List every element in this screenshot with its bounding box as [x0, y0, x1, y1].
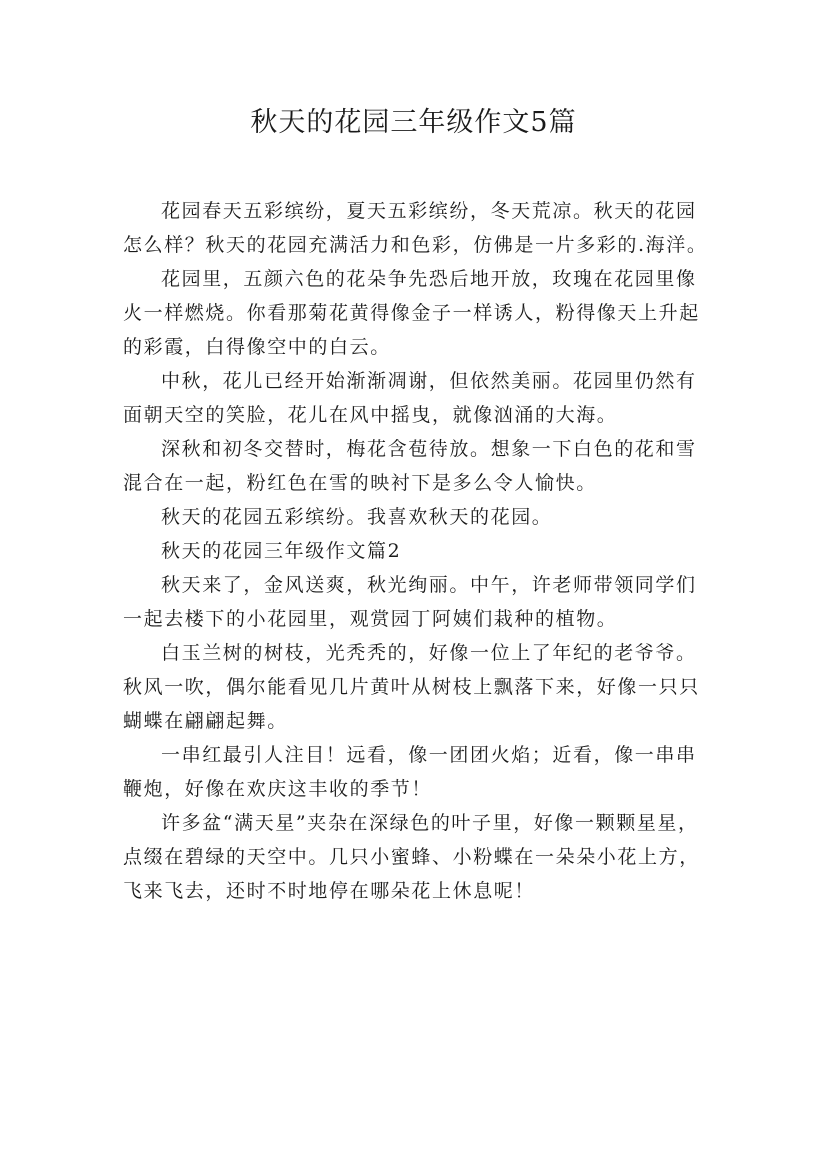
- document-title: 秋天的花园三年级作文5篇: [250, 107, 577, 138]
- paragraph: 白玉兰树的树枝，光秃秃的，好像一位上了年纪的老爷爷。秋风一吹，偶尔能看见几片黄叶从树枝上飘落下来，好像一只只蝴蝶在翩翩起舞。: [123, 642, 700, 732]
- paragraph: 花园春天五彩缤纷，夏天五彩缤纷，冬天荒凉。秋天的花园怎么样？秋天的花园充满活力和色彩，仿佛是一片多彩的.海洋。: [123, 200, 708, 256]
- paragraph: 一串红最引人注目！远看，像一团团火焰；近看，像一串串鞭炮，好像在欢庆这丰收的季节！: [123, 744, 697, 800]
- section-heading: 秋天的花园三年级作文篇2: [161, 540, 402, 562]
- document-body: [123, 194, 713, 908]
- paragraph: 许多盆“满天星”夹杂在深绿色的叶子里，好像一颗颗星星，点缀在碧绿的天空中。几只小蜜蜂、小粉蝶在一朵朵小花上方，飞来飞去，还时不时地停在哪朵花上休息呢！: [123, 812, 700, 902]
- paragraph: 深秋和初冬交替时，梅花含苞待放。想象一下白色的花和雪混合在一起，粉红色在雪的映衬下是多么令人愉快。: [123, 438, 697, 494]
- paragraph: 花园里，五颜六色的花朵争先恐后地开放，玫瑰在花园里像火一样燃烧。你看那菊花黄得像金子一样诱人，粉得像天上升起的彩霞，白得像空中的白云。: [123, 268, 700, 358]
- paragraph: 秋天来了，金风送爽，秋光绚丽。中午，许老师带领同学们一起去楼下的小花园里，观赏园丁阿姨们栽种的植物。: [123, 574, 697, 630]
- paragraph: 中秋，花儿已经开始渐渐凋谢，但依然美丽。花园里仍然有面朝天空的笑脸，花儿在风中摇曳，就像汹涌的大海。: [123, 370, 697, 426]
- paragraph: 秋天的花园五彩缤纷。我喜欢秋天的花园。: [161, 506, 553, 528]
